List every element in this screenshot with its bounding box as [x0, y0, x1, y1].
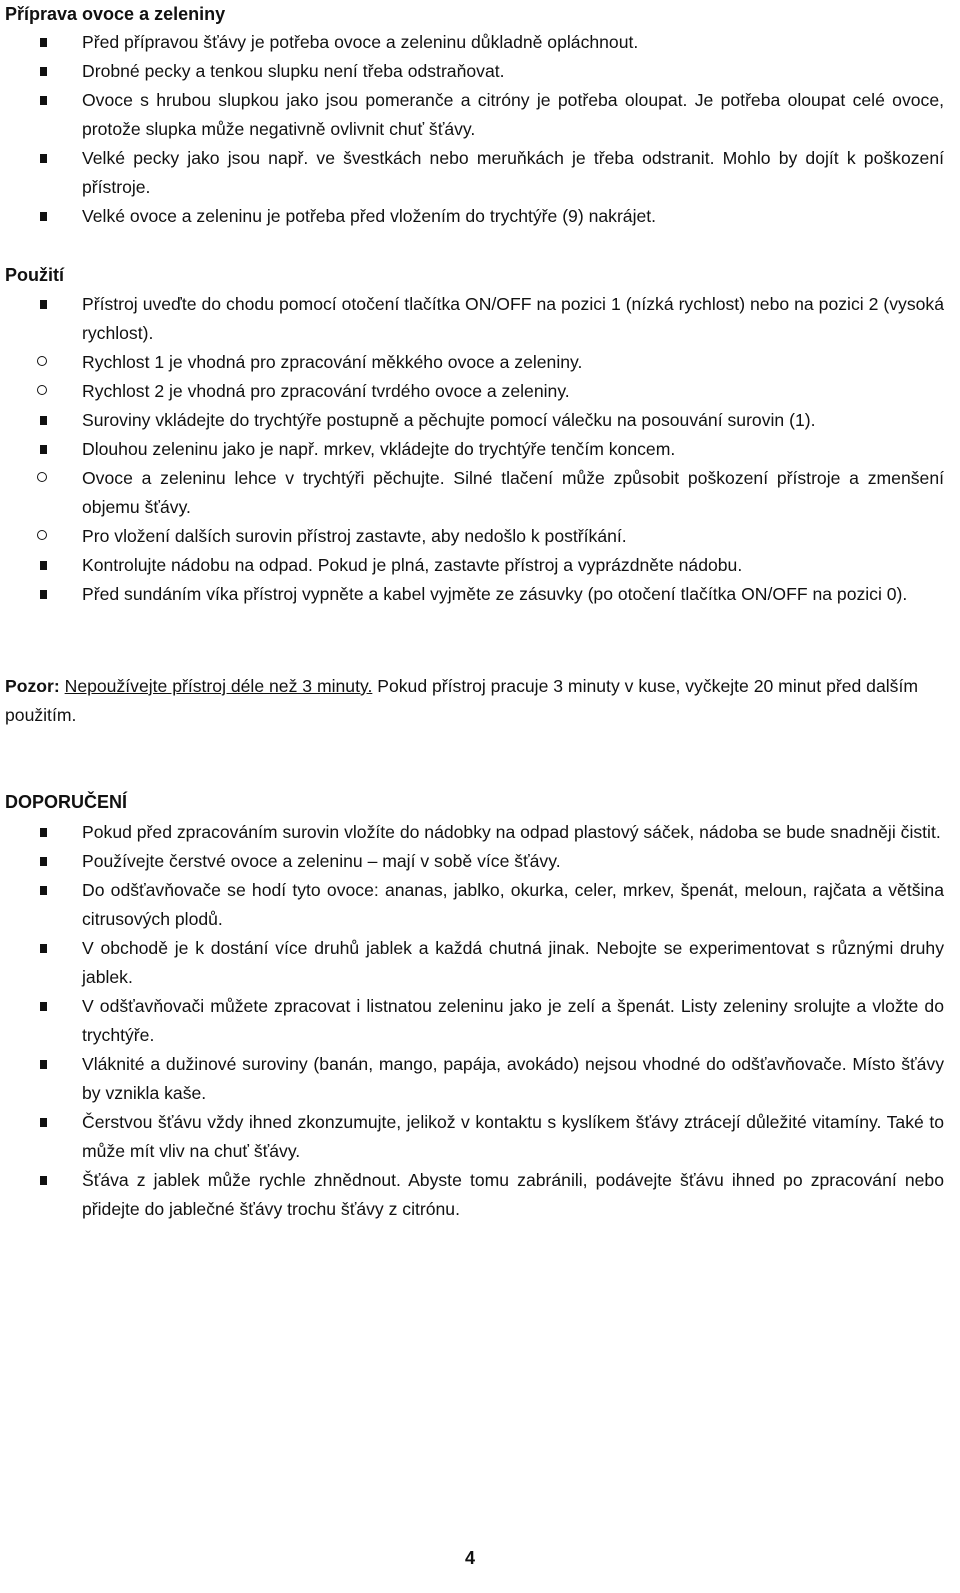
square-bullet-icon: [40, 857, 47, 866]
circle-bullet-icon: [37, 385, 47, 395]
circle-bullet-icon: [37, 530, 47, 540]
recommendations-list: [0, 818, 960, 1224]
square-bullet-icon: [40, 828, 47, 837]
list-item: Pokud před zpracováním surovin vložíte do nádobky na odpad plastový sáček, nádoba se bude snadněji čistit.: [0, 818, 944, 847]
square-bullet-icon: [40, 1118, 47, 1127]
list-item: Vláknité a dužinové suroviny (banán, mango, papája, avokádo) nejsou vhodné do odšťavňovače. Místo šťávy by vznikla kaše.: [0, 1050, 944, 1108]
square-bullet-icon: [40, 67, 47, 76]
list-item: Čerstvou šťávu vždy ihned zkonzumujte, jelikož v kontaktu s kyslíkem šťávy ztrácejí důležité vitamíny. Také to může mít vliv na chuť šťávy.: [0, 1108, 944, 1166]
list-item: Přístroj uveďte do chodu pomocí otočení tlačítka ON/OFF na pozici 1 (nízká rychlost) nebo na pozici 2 (vysoká rychlost).: [0, 290, 944, 348]
list-item: Suroviny vkládejte do trychtýře postupně a pěchujte pomocí válečku na posouvání surovin (1).: [0, 406, 944, 435]
list-item: Drobné pecky a tenkou slupku není třeba odstraňovat.: [0, 57, 944, 86]
list-item: Rychlost 1 je vhodná pro zpracování měkkého ovoce a zeleniny.: [0, 348, 944, 377]
list-item: Před sundáním víka přístroj vypněte a kabel vyjměte ze zásuvky (po otočení tlačítka ON/OFF na pozici 0).: [0, 580, 944, 609]
warning-text: Pokud přístroj pracuje 3 minuty v kuse, vyčkejte 20 minut před dalším použitím.: [5, 676, 918, 725]
list-item: Rychlost 2 je vhodná pro zpracování tvrdého ovoce a zeleniny.: [0, 377, 944, 406]
page-number: 4: [464, 1548, 475, 1568]
square-bullet-icon: [40, 561, 47, 570]
square-bullet-icon: [40, 300, 47, 309]
section-title-recommendations: DOPORUČENÍ: [5, 792, 128, 812]
square-bullet-icon: [40, 38, 47, 47]
square-bullet-icon: [40, 1060, 47, 1069]
preparation-list: [0, 28, 960, 231]
list-item: Používejte čerstvé ovoce a zeleninu – mají v sobě více šťávy.: [0, 847, 944, 876]
list-item: Šťáva z jablek může rychle zhnědnout. Abyste tomu zabránili, podávejte šťávu ihned po zpracování nebo přidejte do jablečné šťávy trochu šťávy z citrónu.: [0, 1166, 944, 1224]
section-title-preparation: Příprava ovoce a zeleniny: [5, 4, 226, 24]
square-bullet-icon: [40, 1002, 47, 1011]
list-item: Ovoce s hrubou slupkou jako jsou pomeranče a citróny je potřeba oloupat. Je potřeba oloupat celé ovoce, protože slupka může negativně ovlivnit chuť šťávy.: [0, 86, 944, 144]
warning-underlined-text: Nepoužívejte přístroj déle než 3 minuty.: [64, 676, 373, 696]
square-bullet-icon: [40, 445, 47, 454]
warning-label: Pozor:: [5, 676, 60, 696]
list-item: V obchodě je k dostání více druhů jablek a každá chutná jinak. Nebojte se experimentovat s různými druhy jablek.: [0, 934, 944, 992]
section-title-usage: Použití: [5, 265, 64, 285]
square-bullet-icon: [40, 154, 47, 163]
list-item: V odšťavňovači můžete zpracovat i listnatou zeleninu jako je zelí a špenát. Listy zeleniny srolujte a vložte do trychtýře.: [0, 992, 944, 1050]
square-bullet-icon: [40, 96, 47, 105]
circle-bullet-icon: [37, 356, 47, 366]
circle-bullet-icon: [37, 472, 47, 482]
list-item: Dlouhou zeleninu jako je např. mrkev, vkládejte do trychtýře tenčím koncem.: [0, 435, 944, 464]
list-item: Před přípravou šťávy je potřeba ovoce a zeleninu důkladně opláchnout.: [0, 28, 944, 57]
list-item: Do odšťavňovače se hodí tyto ovoce: ananas, jablko, okurka, celer, mrkev, špenát, meloun, rajčata a většina citrusových plodů.: [0, 876, 944, 934]
list-item: Velké pecky jako jsou např. ve švestkách nebo meruňkách je třeba odstranit. Mohlo by dojít k poškození přístroje.: [0, 144, 944, 202]
square-bullet-icon: [40, 886, 47, 895]
list-item: Velké ovoce a zeleninu je potřeba před vložením do trychtýře (9) nakrájet.: [0, 202, 944, 231]
square-bullet-icon: [40, 1176, 47, 1185]
warning-paragraph: [5, 672, 945, 730]
usage-list: [0, 290, 960, 609]
list-item: Kontrolujte nádobu na odpad. Pokud je plná, zastavte přístroj a vyprázdněte nádobu.: [0, 551, 944, 580]
list-item: Ovoce a zeleninu lehce v trychtýři pěchujte. Silné tlačení může způsobit poškození přístroje a zmenšení objemu šťávy.: [0, 464, 944, 522]
list-item: Pro vložení dalších surovin přístroj zastavte, aby nedošlo k postříkání.: [0, 522, 944, 551]
square-bullet-icon: [40, 212, 47, 221]
square-bullet-icon: [40, 590, 47, 599]
square-bullet-icon: [40, 944, 47, 953]
square-bullet-icon: [40, 416, 47, 425]
